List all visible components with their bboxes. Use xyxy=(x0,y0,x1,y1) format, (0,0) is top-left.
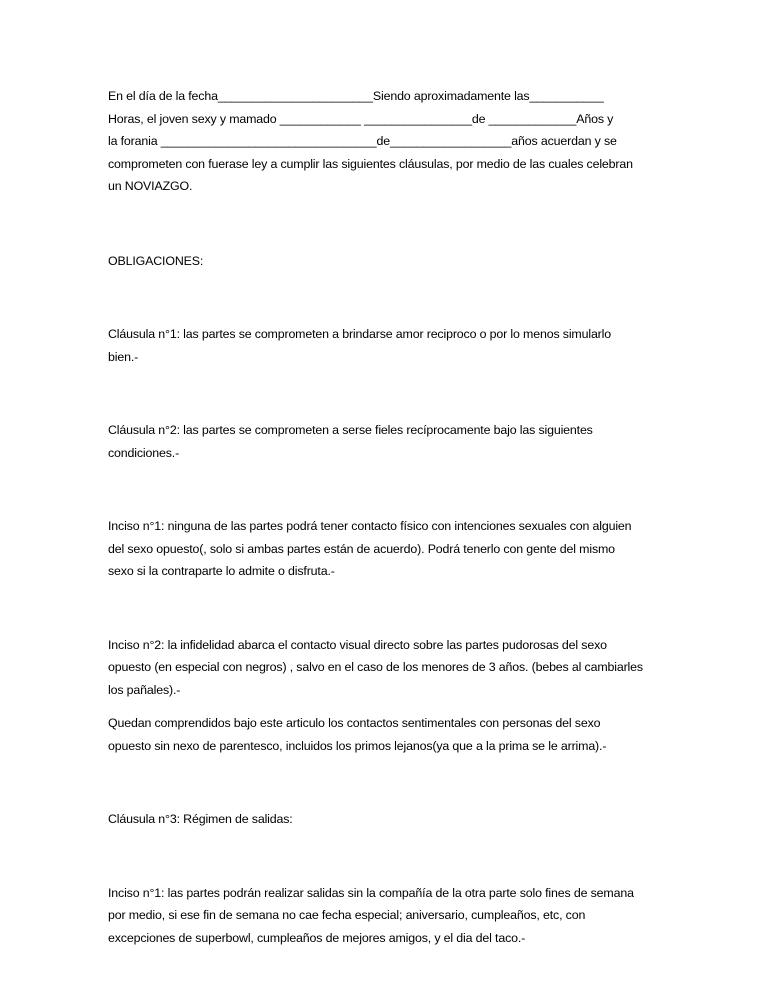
inciso-3-1-paragraph: Inciso n°1: las partes podrán realizar salidas sin la compañía de la otra parte solo fines de semana por medio, si ese fin de semana no cae fecha especial; aniversario, cumpleaños, etc, con excepciones de superbowl, cumpleaños de mejores amigos, y el dia del taco.- xyxy=(108,885,634,945)
inciso-2-2-paragraph: Inciso n°2: la infidelidad abarca el contacto visual directo sobre las partes pudorosas del sexo opuesto (en especial con negros) , salvo en el caso de los menores de 3 años. (bebes al cambiarles los pañales).- xyxy=(108,637,643,697)
document-body xyxy=(108,85,668,949)
clausula-2-paragraph: Cláusula n°2: las partes se comprometen a serse fieles recíprocamente bajo las siguientes condiciones.- xyxy=(108,423,593,460)
quedan-paragraph: Quedan comprendidos bajo este articulo los contactos sentimentales con personas del sexo opuesto sin nexo de parentesco, incluidos los primos lejanos(ya que a la prima se le arrima).- xyxy=(108,716,607,753)
inciso-2-1-paragraph: Inciso n°1: ninguna de las partes podrá tener contacto físico con intenciones sexuales con alguien del sexo opuesto(, solo si ambas partes están de acuerdo). Podrá tenerlo con gente del mismo sexo si la contraparte lo admite o disfruta.- xyxy=(108,519,632,578)
obligaciones-heading: OBLIGACIONES: xyxy=(108,253,204,268)
clausula-1-paragraph: Cláusula n°1: las partes se comprometen a brindarse amor reciproco o por lo menos simularlo bien.- xyxy=(108,327,612,364)
clausula-3-heading: Cláusula n°3: Régimen de salidas: xyxy=(108,812,293,826)
intro-paragraph: En el día de la fecha_______________________Siendo aproximadamente las___________ Horas, el joven sexy y mamado ____________ ________________de _____________Años y la forania ________________________________de__________________años acuerdan y se comprometen con fuerase ley a cumplir las siguientes cláusulas, por medio de las cuales celebran un NOVIAZGO. xyxy=(108,89,633,193)
